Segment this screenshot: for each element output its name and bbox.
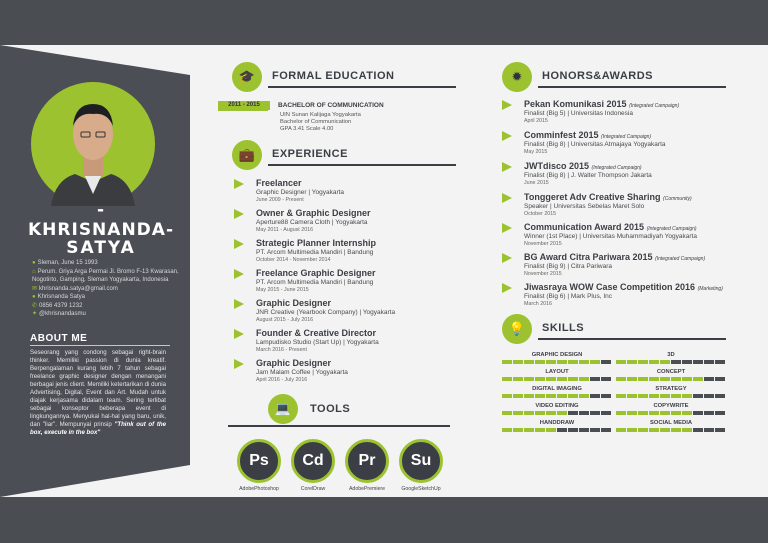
- laptop-icon: 💻: [268, 394, 298, 424]
- skill-segment: [535, 411, 545, 415]
- skill-item: LAYOUT: [502, 369, 612, 381]
- photoshop-icon: Ps: [237, 439, 281, 483]
- tools-divider: [228, 425, 450, 427]
- skill-segment: [660, 411, 670, 415]
- skill-segment: [502, 394, 512, 398]
- skill-segment: [535, 428, 545, 432]
- skill-segment: [627, 360, 637, 364]
- portrait-illustration: [31, 82, 155, 206]
- skill-segment: [568, 428, 578, 432]
- skill-segment: [715, 394, 725, 398]
- skill-segment: [616, 394, 626, 398]
- skill-segment: [601, 377, 611, 381]
- skill-item: CONCEPT: [616, 369, 726, 381]
- contact-item: ● Sleman, June 15 1993: [32, 260, 98, 266]
- skill-segment: [546, 360, 556, 364]
- contact-list: [32, 259, 182, 319]
- contact-item: ● Khrisnanda Satya: [32, 294, 85, 300]
- skill-segment: [579, 360, 589, 364]
- skill-segment: [693, 377, 703, 381]
- about-text: Seseorang yang condong sebagai right-brain thinker. Memiliki passion di dunia kreatif. Berpengalaman kurang lebih 7 tahun sebagai freelance graphic designer dengan menangani berbagai jenis client. Memiliki ketertarikan di dunia Advertising, Digital, Event dan Art. Mudah untuk diajak kerjasama didalam team. Sering terlibat sebagai konseptor beberapa event di lingkungannya. Menyukai hal-hal yang baru, unik, dan "liar". Mempunyai prinsip "Think out of the box, execute in the box": [30, 349, 166, 436]
- skill-meter: [502, 428, 612, 432]
- graduation-cap-icon: 🎓: [232, 62, 262, 92]
- skill-segment: [579, 394, 589, 398]
- skill-segment: [535, 360, 545, 364]
- skill-segment: [513, 394, 523, 398]
- skill-segment: [502, 428, 512, 432]
- skill-segment: [590, 394, 600, 398]
- skill-segment: [682, 377, 692, 381]
- coreldraw-icon: Cd: [291, 439, 335, 483]
- skill-segment: [535, 377, 545, 381]
- skill-segment: [627, 394, 637, 398]
- skill-segment: [557, 360, 567, 364]
- skill-segment: [649, 394, 659, 398]
- skill-segment: [546, 394, 556, 398]
- education-degree: BACHELOR OF COMMUNICATION: [278, 102, 384, 109]
- skill-segment: [627, 377, 637, 381]
- skill-meter: [616, 394, 726, 398]
- skill-segment: [557, 411, 567, 415]
- skill-segment: [660, 377, 670, 381]
- about-title: ABOUT ME: [30, 333, 88, 344]
- skill-segment: [601, 411, 611, 415]
- skill-segment: [638, 360, 648, 364]
- skill-segment: [616, 360, 626, 364]
- tool-sketchup: Su GoogleSketchUp: [396, 439, 446, 492]
- skill-segment: [546, 411, 556, 415]
- bottom-band: [0, 497, 768, 543]
- skill-segment: [638, 377, 648, 381]
- skill-segment: [704, 394, 714, 398]
- education-detail: UIN Sunan Kalijaga Yogyakarta Bachelor of Communication GPA 3.41 Scale 4.00: [280, 112, 361, 133]
- skill-segment: [638, 411, 648, 415]
- skill-segment: [590, 411, 600, 415]
- skill-segment: [704, 360, 714, 364]
- skills-divider: [538, 338, 726, 340]
- skill-segment: [568, 411, 578, 415]
- skill-segment: [638, 428, 648, 432]
- skill-segment: [671, 428, 681, 432]
- skill-item: GRAPHIC DESIGN: [502, 352, 612, 364]
- skill-segment: [568, 394, 578, 398]
- award-medal-icon: ✹: [502, 62, 532, 92]
- skill-segment: [557, 377, 567, 381]
- about-motto: "Think out of the box, execute in the box": [30, 421, 166, 436]
- skill-meter: [502, 411, 612, 415]
- briefcase-icon: 💼: [232, 140, 262, 170]
- mail-icon: ✉: [32, 285, 38, 292]
- skill-segment: [502, 377, 512, 381]
- skill-segment: [616, 428, 626, 432]
- skill-segment: [715, 428, 725, 432]
- skill-item: 3D: [616, 352, 726, 364]
- skill-segment: [715, 411, 725, 415]
- skill-item: HANDDRAW: [502, 420, 612, 432]
- honors-divider: [538, 86, 726, 88]
- skill-item: VIDEO EDITING: [502, 403, 612, 415]
- skill-segment: [693, 360, 703, 364]
- top-band: [0, 0, 768, 45]
- skill-segment: [590, 377, 600, 381]
- skill-item: SOCIAL MEDIA: [616, 420, 726, 432]
- skill-meter: [502, 360, 612, 364]
- skill-segment: [704, 428, 714, 432]
- contact-item: ✉ khrisnanda.satya@gmail.com: [32, 285, 118, 292]
- skill-segment: [513, 377, 523, 381]
- twitter-icon: ✦: [32, 311, 38, 317]
- skill-segment: [671, 394, 681, 398]
- contact-item: ⌂ Perum. Griya Arga Permai Jl. Bromo F-13 Kwarasan, Nogotirto, Gamping, Sleman Yogyakarta, Indonesia: [32, 268, 179, 283]
- skill-segment: [649, 377, 659, 381]
- skill-segment: [693, 411, 703, 415]
- skill-segment: [546, 377, 556, 381]
- education-years: 2011 - 2015: [218, 101, 270, 110]
- skill-meter: [502, 394, 612, 398]
- skill-segment: [682, 411, 692, 415]
- profile-name: [26, 200, 176, 258]
- skill-item: STRATEGY: [616, 386, 726, 398]
- portrait-photo: [31, 82, 155, 206]
- skill-segment: [524, 411, 534, 415]
- skill-segment: [660, 428, 670, 432]
- skill-segment: [649, 428, 659, 432]
- skill-segment: [671, 411, 681, 415]
- name-first: -KHRISNANDA-: [28, 200, 174, 240]
- skill-segment: [568, 360, 578, 364]
- skill-segment: [682, 360, 692, 364]
- tool-premiere: Pr AdobePremiere: [342, 439, 392, 492]
- skill-segment: [590, 360, 600, 364]
- skill-meter: [502, 377, 612, 381]
- lightbulb-icon: 💡: [502, 314, 532, 344]
- skill-segment: [671, 377, 681, 381]
- skill-segment: [638, 394, 648, 398]
- skill-segment: [557, 428, 567, 432]
- skill-segment: [590, 428, 600, 432]
- education-years-underline: [218, 110, 268, 111]
- skill-segment: [557, 394, 567, 398]
- phone-icon: ✆: [32, 302, 38, 309]
- skill-segment: [502, 360, 512, 364]
- skill-segment: [546, 428, 556, 432]
- skill-segment: [627, 428, 637, 432]
- skill-meter: [616, 360, 726, 364]
- skill-meter: [616, 428, 726, 432]
- skill-segment: [524, 377, 534, 381]
- skill-segment: [579, 411, 589, 415]
- experience-title: EXPERIENCE: [272, 148, 348, 160]
- skill-segment: [704, 377, 714, 381]
- tools-title: TOOLS: [310, 403, 351, 415]
- skill-segment: [660, 360, 670, 364]
- skill-segment: [649, 411, 659, 415]
- skill-meter: [616, 411, 726, 415]
- skill-segment: [693, 394, 703, 398]
- skill-item: DIGITAL IMAGING: [502, 386, 612, 398]
- resume-page: -KHRISNANDA- SATYA ● Sleman, June 15 1993 ⌂ Perum. Griya Arga Permai Jl. Bromo F-13 Kwarasan, Nogotirto, Gamping, Sleman Yogyakarta, Indonesia ✉ khrisnanda.satya@gmail.com ● Khrisnanda Satya ✆ 0856 4379 1232 ✦ @khrisnandasmu ABOUT ME Seseorang yang condong sebagai right-brain thinker. Memiliki passion di dunia kreatif. Berpengalaman kurang lebih 7 tahun sebagai freelance graphic designer dengan menangani berbagai jenis client. Memiliki ketertarikan di dunia Advertising, Digital, Event dan Art. Mudah untuk diajak kerjasama didalam team. Sering terlibat sebagai konseptor beberapa event di lingkungannya. Menyukai hal-hal yang baru, unik, dan "liar". Mempunyai prinsip "Think out of the box, execute in the box" 🎓 FORMAL EDUCATION 2011 - 2015 BACHELOR OF COMMUNICATION UIN Sunan Kalijaga Yogyakarta Bachelor of Communication GPA 3.41 Scale 4.00 💼 EXPERIENCE Freelancer Graphic Designer | Yogyakarta June 2009 - Present Owner & Graphic Designer Aperture88 Camera Cloth | Yogyakarta May 2011 - August 2016 Strategic Planner Internship PT. Arcom Multimedia Mandiri | Bandung October 2014 - November 2014 Freelance Graphic Designer PT. Arcom Multimedia Mandiri | Bandung May 2015 - June 2015 Graphic Designer JNR Creative (Yearbook Company) | Yogyakarta August 2015 - July 2016 Founder & Creative Director Lampudisko Studio (Start Up) | Yogyakarta March 2016 - Present Graphic Designer Jam Malam Coffee | Yogyakarta April 2016 - July 2016 💻 TOOLS Ps AdobePhotoshop Cd CorelDraw Pr AdobePremiere Su GoogleSketchUp ✹ HONORS&AWARDS Pekan Komunikasi 2015 (Integrated Campaign) Finalist (Big 5) | Universitas Indonesia April 2015 Comminfest 2015 (Integrated Campaign) Finalist (Big 8) | Universitas Atmajaya Yogyakarta May 2015 JWTdisco 2015 (Integrated Campaign) Finalist (Big 8) | J. Walter Thompson Jakarta June 2015 Tonggeret Adv Creative Sharing (Community) Speaker | Universitas Sebelas Maret Solo October 2015 Communication Award 2015 (Integrated Campaign) Winner (1st Place) | Universitas Muhammadiyah Yogyakarta November 2015 BG Award Citra Pariwara 2015 (Integrated Campaign) Finalist (Big 9) | Citra Pariwara November 2015 Jiwasraya WOW Case Competition 2016 (Marketing) Finalist (Big 6) | Mark Plus, Inc March 2016 💡 SKILLS GRAPHIC DESIGN 3D LAYOUT CONCEPT DIGITAL IMAGING STRATEGY VIDEO EDITING COPYWRITE HANDDRAW SOCIAL MEDIA: [0, 0, 768, 543]
- skill-segment: [715, 360, 725, 364]
- honors-title: HONORS&AWARDS: [542, 70, 654, 82]
- location-icon: ●: [32, 260, 36, 266]
- skill-segment: [601, 394, 611, 398]
- skill-segment: [660, 394, 670, 398]
- skill-segment: [513, 411, 523, 415]
- skill-segment: [513, 428, 523, 432]
- sketchup-icon: Su: [399, 439, 443, 483]
- skill-segment: [524, 360, 534, 364]
- skill-segment: [649, 360, 659, 364]
- name-last: SATYA: [66, 238, 136, 258]
- tool-photoshop: Ps AdobePhotoshop: [234, 439, 284, 492]
- contact-item: ✦ @khrisnandasmu: [32, 311, 86, 317]
- skill-segment: [535, 394, 545, 398]
- about-divider: [30, 345, 170, 346]
- education-divider: [268, 86, 456, 88]
- skill-segment: [715, 377, 725, 381]
- skill-segment: [513, 360, 523, 364]
- skill-segment: [627, 411, 637, 415]
- skill-meter: [616, 377, 726, 381]
- skill-item: COPYWRITE: [616, 403, 726, 415]
- skills-title: SKILLS: [542, 322, 585, 334]
- skill-segment: [601, 428, 611, 432]
- skill-segment: [524, 428, 534, 432]
- skill-segment: [616, 411, 626, 415]
- tool-coreldraw: Cd CorelDraw: [288, 439, 338, 492]
- skill-segment: [682, 394, 692, 398]
- skill-segment: [579, 428, 589, 432]
- skill-segment: [524, 394, 534, 398]
- home-icon: ⌂: [32, 268, 36, 275]
- skill-segment: [682, 428, 692, 432]
- education-title: FORMAL EDUCATION: [272, 70, 395, 82]
- skill-segment: [601, 360, 611, 364]
- skill-segment: [704, 411, 714, 415]
- skill-segment: [671, 360, 681, 364]
- skill-segment: [693, 428, 703, 432]
- experience-divider: [268, 164, 456, 166]
- skill-segment: [502, 411, 512, 415]
- skill-segment: [579, 377, 589, 381]
- contact-item: ✆ 0856 4379 1232: [32, 302, 83, 309]
- skill-segment: [568, 377, 578, 381]
- skill-segment: [616, 377, 626, 381]
- social-icon: ●: [32, 294, 36, 300]
- premiere-icon: Pr: [345, 439, 389, 483]
